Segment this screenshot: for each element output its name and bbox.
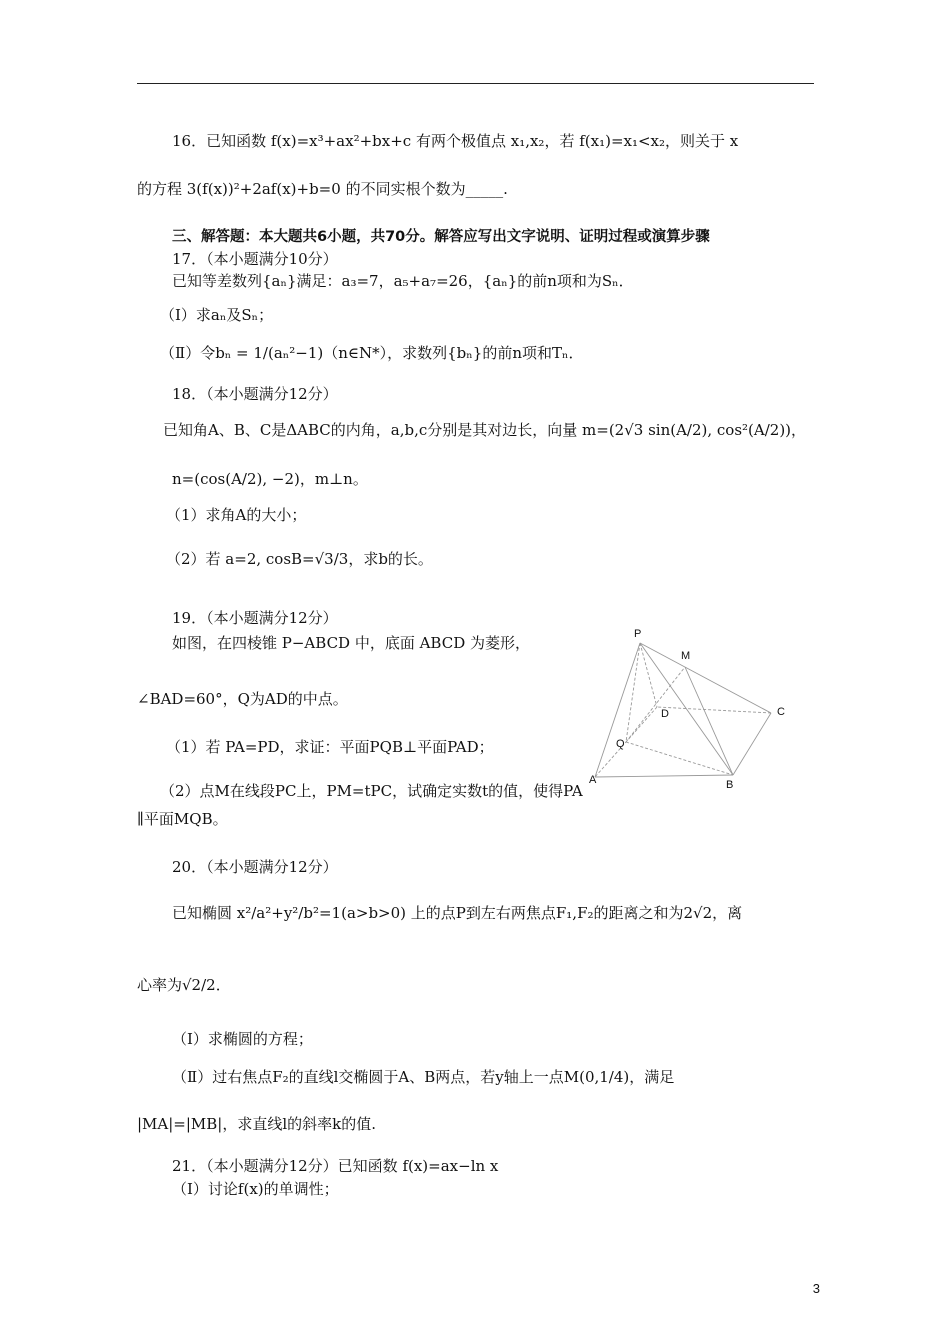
q20-part2b: |MA|=|MB|，求直线l的斜率k的值. (137, 1115, 377, 1133)
label-P: P (634, 628, 642, 640)
q20-title: 20．（本小题满分12分） (172, 858, 338, 876)
pyramid-figure (585, 625, 795, 795)
edge-AB (595, 775, 733, 777)
q20-stem1: 已知椭圆 x²/a²+y²/b²=1(a>b>0) 上的点P到左右两焦点F₁,F₂的距离之和为2√2，离 (172, 904, 743, 922)
label-Q: Q (616, 738, 625, 750)
q18-part1: （1）求角A的大小； (166, 506, 307, 524)
label-D: D (661, 708, 669, 720)
q17-part1: （Ⅰ）求aₙ及Sₙ； (160, 306, 274, 324)
q17-part2: （Ⅱ）令bₙ = 1/(aₙ²−1)（n∈N*），求数列{bₙ}的前n项和Tₙ． (160, 344, 584, 362)
q16-line1: 16．已知函数 f(x)=x³+ax²+bx+c 有两个极值点 x₁,x₂，若 f(x₁)=x₁<x₂，则关于 x (172, 132, 739, 150)
q21-part1: （Ⅰ）讨论f(x)的单调性； (172, 1180, 339, 1198)
edge-BC (733, 713, 771, 775)
section3-heading: 三、解答题：本大题共6小题，共70分。解答应写出文字说明、证明过程或演算步骤 (172, 229, 710, 245)
label-A: A (589, 774, 597, 786)
q16-line2: 的方程 3(f(x))²+2af(x)+b=0 的不同实根个数为_____. (137, 180, 508, 198)
edge-CD (657, 707, 771, 713)
page-number: 3 (812, 1281, 820, 1296)
q17-title: 17．（本小题满分10分） (172, 250, 338, 268)
q19-part1: （1）若 PA=PD，求证：平面PQB⊥平面PAD； (166, 738, 494, 756)
segment-QB (626, 742, 733, 775)
segment-PQ (626, 643, 640, 742)
label-C: C (777, 706, 785, 718)
q17-stem: 已知等差数列{aₙ}满足：a₃=7，a₅+a₇=26，{aₙ}的前n项和为Sₙ． (172, 272, 634, 290)
q21-title: 21．（本小题满分12分）已知函数 f(x)=ax−ln x (172, 1157, 499, 1175)
edge-PD (640, 643, 657, 707)
edge-PC (640, 643, 771, 713)
q18-stem1: 已知角A、B、C是ΔABC的内角，a,b,c分别是其对边长，向量 m=(2√3 sin(A/2), cos²(A/2))， (163, 421, 807, 439)
q20-part1: （Ⅰ）求椭圆的方程； (172, 1030, 313, 1048)
q18-part2: （2）若 a=2, cosB=√3/3，求b的长。 (166, 550, 433, 568)
label-B: B (726, 779, 734, 791)
q19-stem1: 如图，在四棱锥 P−ABCD 中，底面 ABCD 为菱形， (172, 634, 531, 652)
segment-MB (685, 667, 733, 775)
header-rule (137, 83, 814, 84)
q19-part2a: （2）点M在线段PC上，PM=tPC，试确定实数t的值，使得PA (160, 782, 583, 800)
q19-title: 19．（本小题满分12分） (172, 609, 338, 627)
q19-stem2: ∠BAD=60°，Q为AD的中点。 (137, 690, 348, 708)
edge-PB (640, 643, 733, 775)
q20-stem2: 心率为√2/2． (137, 976, 231, 994)
q18-title: 18．（本小题满分12分） (172, 385, 338, 403)
label-M: M (681, 650, 691, 662)
edge-PA (595, 643, 640, 777)
q19-part2b: ∥平面MQB。 (137, 810, 228, 828)
q20-part2a: （Ⅱ）过右焦点F₂的直线l交椭圆于A、B两点，若y轴上一点M(0,1/4)，满足 (172, 1068, 675, 1086)
q18-stem2: n=(cos(A/2), −2)，m⊥n。 (172, 470, 368, 488)
